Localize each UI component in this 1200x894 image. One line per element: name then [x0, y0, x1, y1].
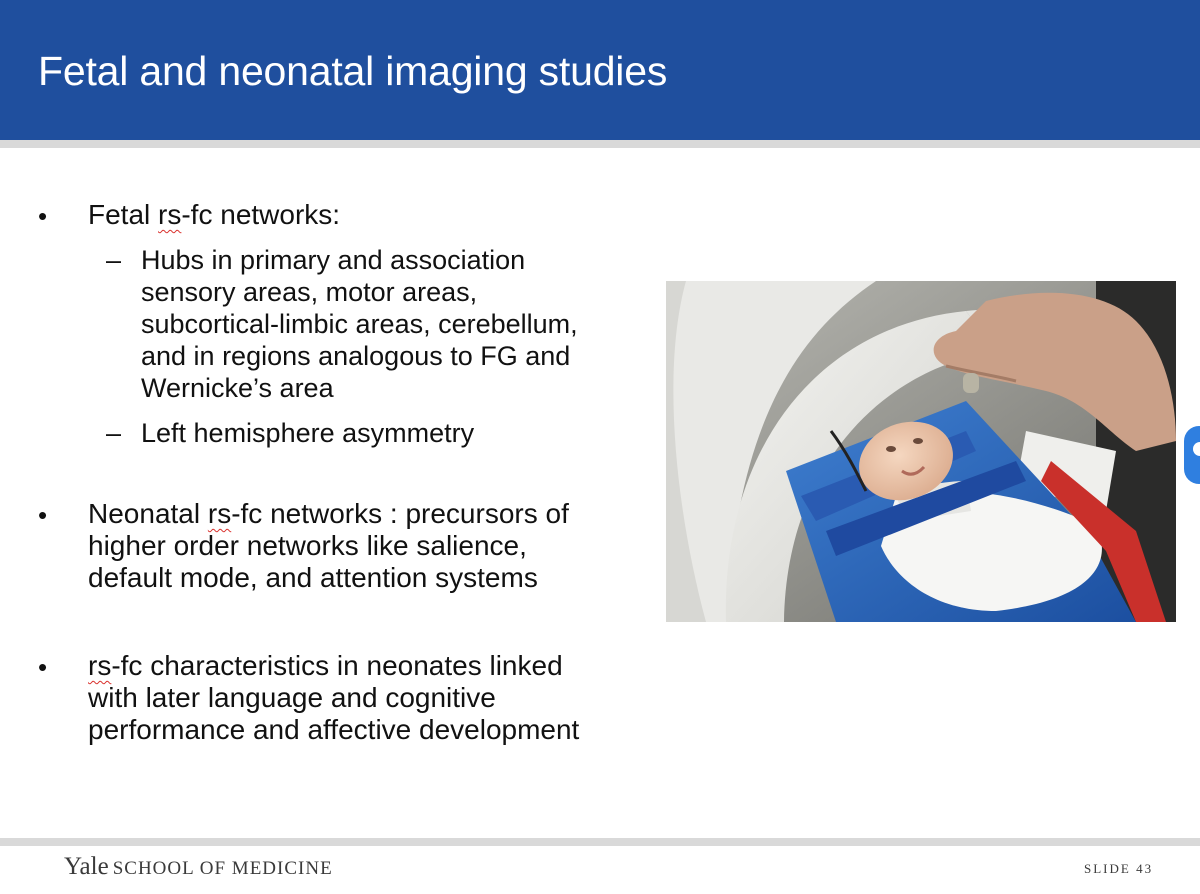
spellcheck-flagged-word: rs — [158, 199, 182, 230]
sub-bullet-line: sensory areas, motor areas, — [141, 277, 478, 307]
bullet-line: higher order networks like salience, — [88, 530, 527, 561]
slide-title: Fetal and neonatal imaging studies — [38, 48, 668, 94]
bullet-fetal-networks — [88, 199, 340, 231]
footer-branding — [64, 853, 333, 881]
sub-bullet-marker: – — [106, 245, 122, 275]
sub-bullet-line: subcortical-limbic areas, cerebellum, — [141, 309, 578, 339]
bullet-rsfc-characteristics — [88, 650, 563, 682]
bullet-text: -fc networks : precursors of — [231, 498, 569, 529]
sub-bullet-line: Left hemisphere asymmetry — [141, 418, 475, 448]
infant-mri-photo — [666, 281, 1176, 622]
spellcheck-flagged-word: rs — [88, 650, 112, 681]
sub-bullet-line: and in regions analogous to FG and — [141, 341, 571, 371]
sub-bullet-line: Hubs in primary and association — [141, 245, 526, 275]
bullet-neonatal-networks — [88, 498, 569, 530]
bullet-line: performance and affective development — [88, 714, 580, 745]
side-scroll-tab[interactable] — [1184, 426, 1200, 484]
footer-divider — [0, 838, 1200, 846]
bullet-marker: • — [38, 500, 48, 530]
bullet-text: -fc characteristics in neonates linked — [111, 650, 563, 681]
footer-brand-yale: Yale — [64, 853, 109, 880]
bullet-line: default mode, and attention systems — [88, 562, 538, 593]
sub-bullet-marker: – — [106, 418, 122, 448]
infant-mri-illustration — [666, 281, 1176, 622]
sub-bullet-line: Wernicke’s area — [141, 373, 334, 403]
bullet-text: -fc networks: — [181, 199, 341, 230]
footer-brand-school: SCHOOL OF MEDICINE — [112, 858, 333, 879]
title-bar — [0, 0, 1200, 140]
bullet-marker: • — [38, 652, 48, 682]
bullet-text: Fetal — [88, 199, 159, 230]
bullet-text: Neonatal — [88, 498, 208, 529]
slide-number: SLIDE 43 — [1084, 861, 1154, 876]
bullet-marker: • — [38, 201, 48, 231]
bullet-line: with later language and cognitive — [88, 682, 496, 713]
title-divider — [0, 140, 1200, 148]
spellcheck-flagged-word: rs — [207, 498, 232, 529]
